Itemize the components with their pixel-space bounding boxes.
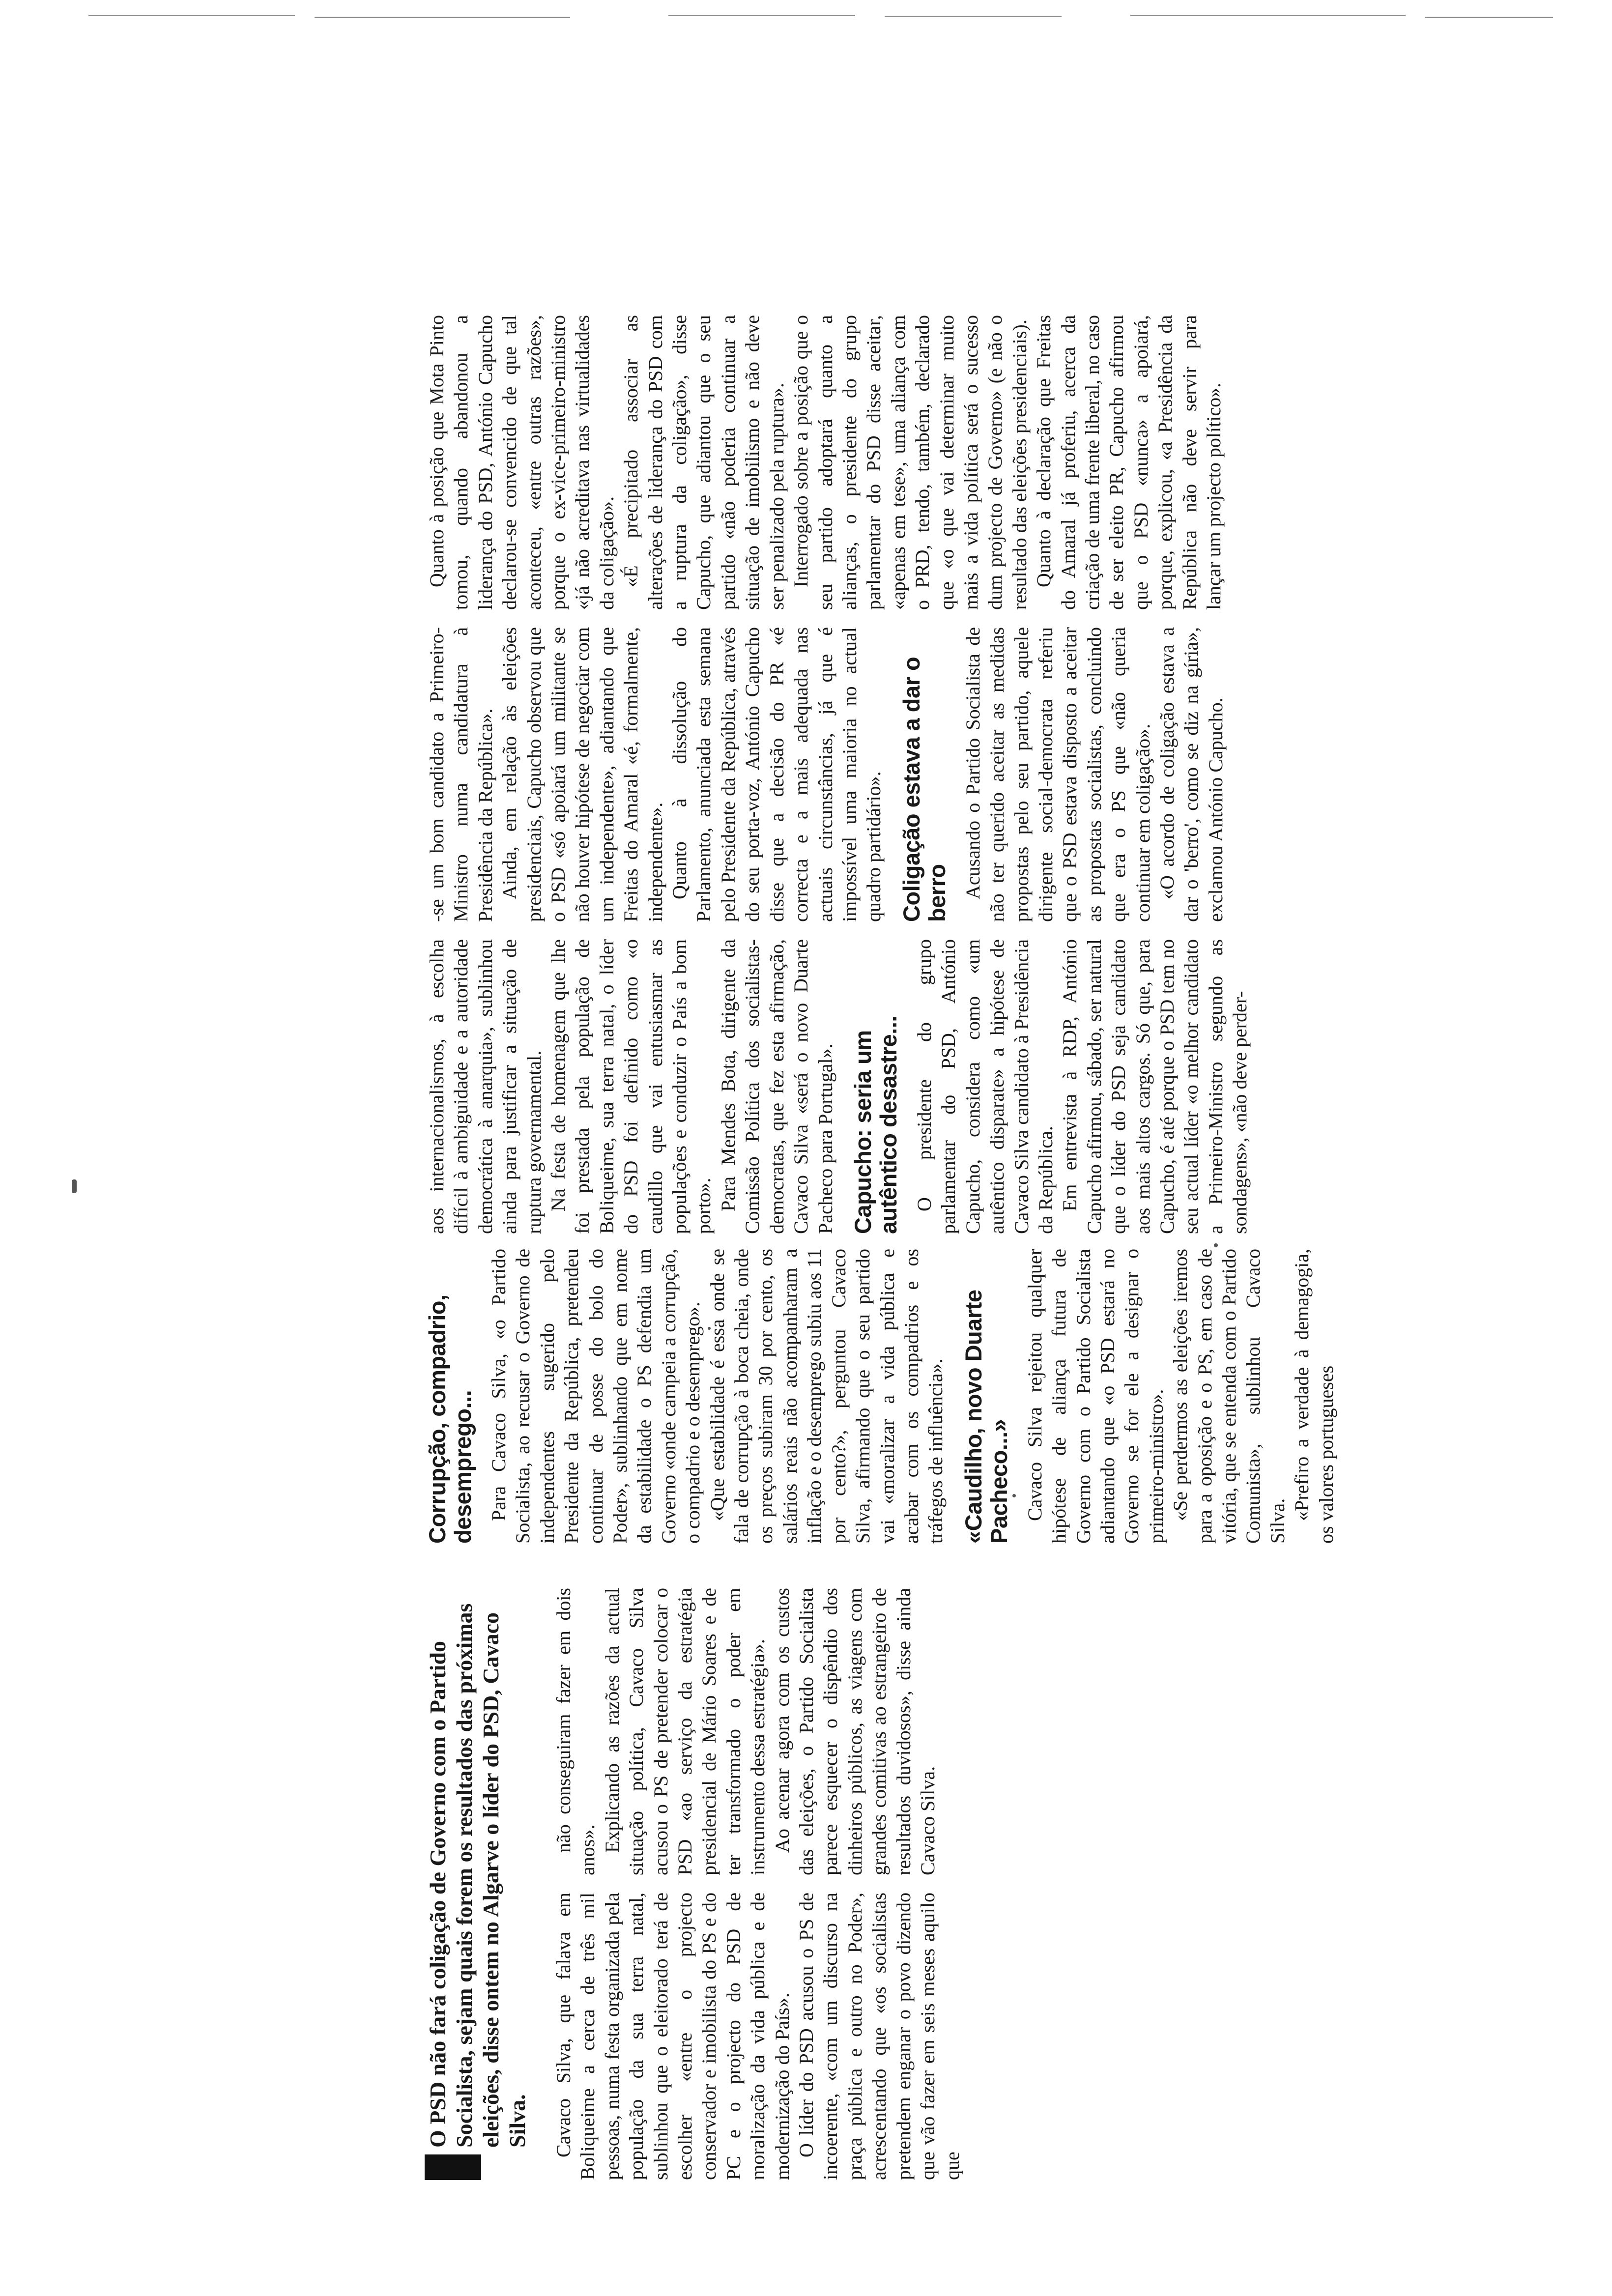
body-paragraph: Quanto à declaração que Freitas do Amaral já proferiu, acerca da criação de uma frente liberal, no caso de ser eleito PR, Capucho afirmou que o PSD «nunca» a apoiará, porque, explicou, «a Presidência da República não deve servir para lançar um projecto político». xyxy=(1033,315,1225,610)
scan-edge-line xyxy=(1425,17,1553,18)
body-paragraph: Em entrevista à RDP, António Capucho afirmou, sábado, ser natural que o líder do PSD seja candidato aos mais altos cargos. Só que, para Capucho, é até porque o PSD tem no seu actual líder «o melhor candidato a Primeiro-Ministro segundo as sondagens», «não deve perder- xyxy=(1059,939,1251,1234)
article-column-4 xyxy=(425,939,1612,1234)
body-paragraph: O presidente do grupo parlamentar do PSD, António Capucho, considera como «um autêntico disparate» a hipótese de Cavaco Silva candidato à Presidência da República. xyxy=(913,939,1057,1234)
article-column-6 xyxy=(425,315,1612,610)
article-column-3 xyxy=(425,1249,1612,1544)
body-paragraph: Acusando o Partido Socialista de não ter querido aceitar as medidas propostas pelo seu partido, aquele dirigente social-democrata referiu que o PSD estava disposto a aceitar as propostas socialistas, concluindo que era o PS que «não queria continuar em coligação». xyxy=(961,627,1154,922)
article-column-2 xyxy=(425,1588,1612,1875)
body-paragraph: Para Cavaco Silva, «o Partido Socialista, ao recusar o Governo de independentes sugerido pelo Presidente da República, pretendeu continuar de posse do bolo do Poder», sublinhando que em nome da estabilidade o PS defendia um Governo «onde campeia a corrupção, o compadrio e o desemprego». xyxy=(488,1249,704,1544)
body-paragraph: O líder do PSD acusou o PS de incoerente, «com um discurso na praça pública e outro no Poder», acrescentando que «os socialistas pretendem enganar o povo dizendo que vão fazer em seis meses aquilo que xyxy=(795,1893,963,2180)
scan-edge-line xyxy=(88,15,295,16)
newspaper-clipping xyxy=(425,116,1612,2180)
body-paragraph: «Que estabilidade é essa onde se fala de corrupção à boca cheia, onde os preços subiram 30 por cento, os salários reais não acompanharam a inflação e o desemprego subiu aos 11 por cento?», perguntou Cavaco Silva, afirmando que o seu partido vai «moralizar a vida pública e acabar com os compadrios e os tráfegos de influência». xyxy=(706,1249,947,1544)
article-column-5 xyxy=(425,627,1612,922)
article-lead: O PSD não fará coligação de Governo com o Partido Socialista, sejam quais forem os resultados das próximas eleições, disse ontem no Algarve o líder do PSD, Cavaco Silva. xyxy=(425,1603,530,2148)
scan-edge-line xyxy=(885,16,1062,17)
body-paragraph: Para Mendes Bota, dirigente da Comissão Política dos socialistas-democratas, que fez esta afirmação, Cavaco Silva «será o novo Duarte Pacheco para Portugal». xyxy=(717,939,836,1234)
body-paragraph: «Prefiro a verdade à demagogia, os valores portugueses xyxy=(1291,1249,1337,1544)
body-paragraph: Quanto à dissolução do Parlamento, anunciada esta semana pelo Presidente da República, através do seu porta-voz, António Capucho disse que a decisão do PR «é correcta e a mais adequada nas actuais circunstâncias, já que é impossível uma maioria no actual quadro partidário». xyxy=(668,627,885,922)
body-paragraph: «É precipitado associar as alterações de liderança do PSD com a ruptura da coligação», disse Capucho, que adiantou que o seu partido «não poderia continuar a situação de imobilismo e não deve ser penalizado pela ruptura». xyxy=(620,315,788,610)
body-paragraph: aos internacionalismos, à escolha difícil à ambiguidade e a autoridade democrática à anarquia», sublinhou ainda para justificar a situação de ruptura governamental. xyxy=(426,939,545,1234)
body-paragraph: -se um bom candidato a Primeiro-Ministro numa candidatura à Presidência da República». xyxy=(426,627,496,922)
body-paragraph: Na festa de homenagem que lhe foi prestada pela população de Boliqueime, sua terra natal, o líder do PSD foi definido como «o caudillo que vai entusiasmar as populações e conduzir o País a bom porto». xyxy=(547,939,715,1234)
body-paragraph: Explicando as razões da actual situação política, Cavaco Silva acusou o PS de pretender colocar o PSD «ao serviço da estratégia presidencial de Mário Soares e de ter transformado o poder em instrumento dessa estratégia». xyxy=(601,1588,769,1875)
body-paragraph: não conseguiram fazer em dois anos». xyxy=(552,1588,599,1875)
body-paragraph: Ao acenar agora com os custos das eleições, o Partido Socialista parece esquecer o dispêndio dos dinheiros públicos, as viagens com grandes comitivas ao estrangeiro de resultados duvidosos», disse ainda Cavaco Silva. xyxy=(771,1588,939,1875)
scan-edge-line xyxy=(668,15,855,16)
body-paragraph: «O acordo de coligação estava a dar o 'berro', como se diz na gíria», exclamou António Capucho. xyxy=(1155,627,1227,922)
lead-marker-bar xyxy=(425,2154,481,2180)
section-heading: «Caudilho, novo Duarte Pacheco...» xyxy=(960,1290,1012,1544)
section-heading: Coligação estava a dar o berro xyxy=(898,657,950,922)
section-heading: Capucho: seria um autêntico desastre... xyxy=(849,1016,901,1234)
body-paragraph: Interrogado sobre a posição que o seu partido adoptará quanto a alianças, o presidente do grupo parlamentar do PSD disse aceitar, «apenas em tese», uma aliança com o PRD, tendo, também, declarado que «o que vai determinar muito mais a vida política será o sucesso dum projecto de Governo» (e não o resultado das eleições presidenciais). xyxy=(790,315,1031,610)
scan-edge-line xyxy=(1130,15,1406,16)
section-heading: Corrupção, compadrio, desemprego... xyxy=(424,1294,476,1544)
body-paragraph: Cavaco Silva, que falava em Boliqueime a cerca de três mil pessoas, numa festa organizada pela população da sua terra natal, sublinhou que o eleitorado terá de escolher «entre o projecto conservador e imobilista do PS e do PC e o projecto do PSD de moralização da vida pública e de modernização do País». xyxy=(552,1893,793,2180)
body-paragraph: Quanto à posição que Mota Pinto tomou, quando abandonou a liderança do PSD, António Capucho declarou-se convencido de que tal aconteceu, «entre outras razões», porque o ex-vice-primeiro-ministro «já não acreditava nas virtualidades da coligação». xyxy=(426,315,618,610)
body-paragraph: «Se perdermos as eleições iremos para a oposição e o PS, em caso de vitória, que se entenda com o Partido Comunista», sublinhou Cavaco Silva. xyxy=(1169,1249,1289,1544)
scan-speck xyxy=(72,1179,77,1193)
body-paragraph: Ainda, em relação às eleições presidenciais, Capucho observou que o PSD «só apoiará um militante se não houver hipótese de negociar com um independente», adiantando que Freitas do Amaral «é, formalmente, independente». xyxy=(498,627,666,922)
scan-edge-line xyxy=(315,17,570,18)
article-column-1 xyxy=(425,1893,1612,2180)
body-paragraph: Cavaco Silva rejeitou qualquer hipótese de aliança futura de Governo com o Partido Socialista adiantando que «o PSD estará no Governo se for ele a designar o primeiro-ministro». xyxy=(1023,1249,1167,1544)
